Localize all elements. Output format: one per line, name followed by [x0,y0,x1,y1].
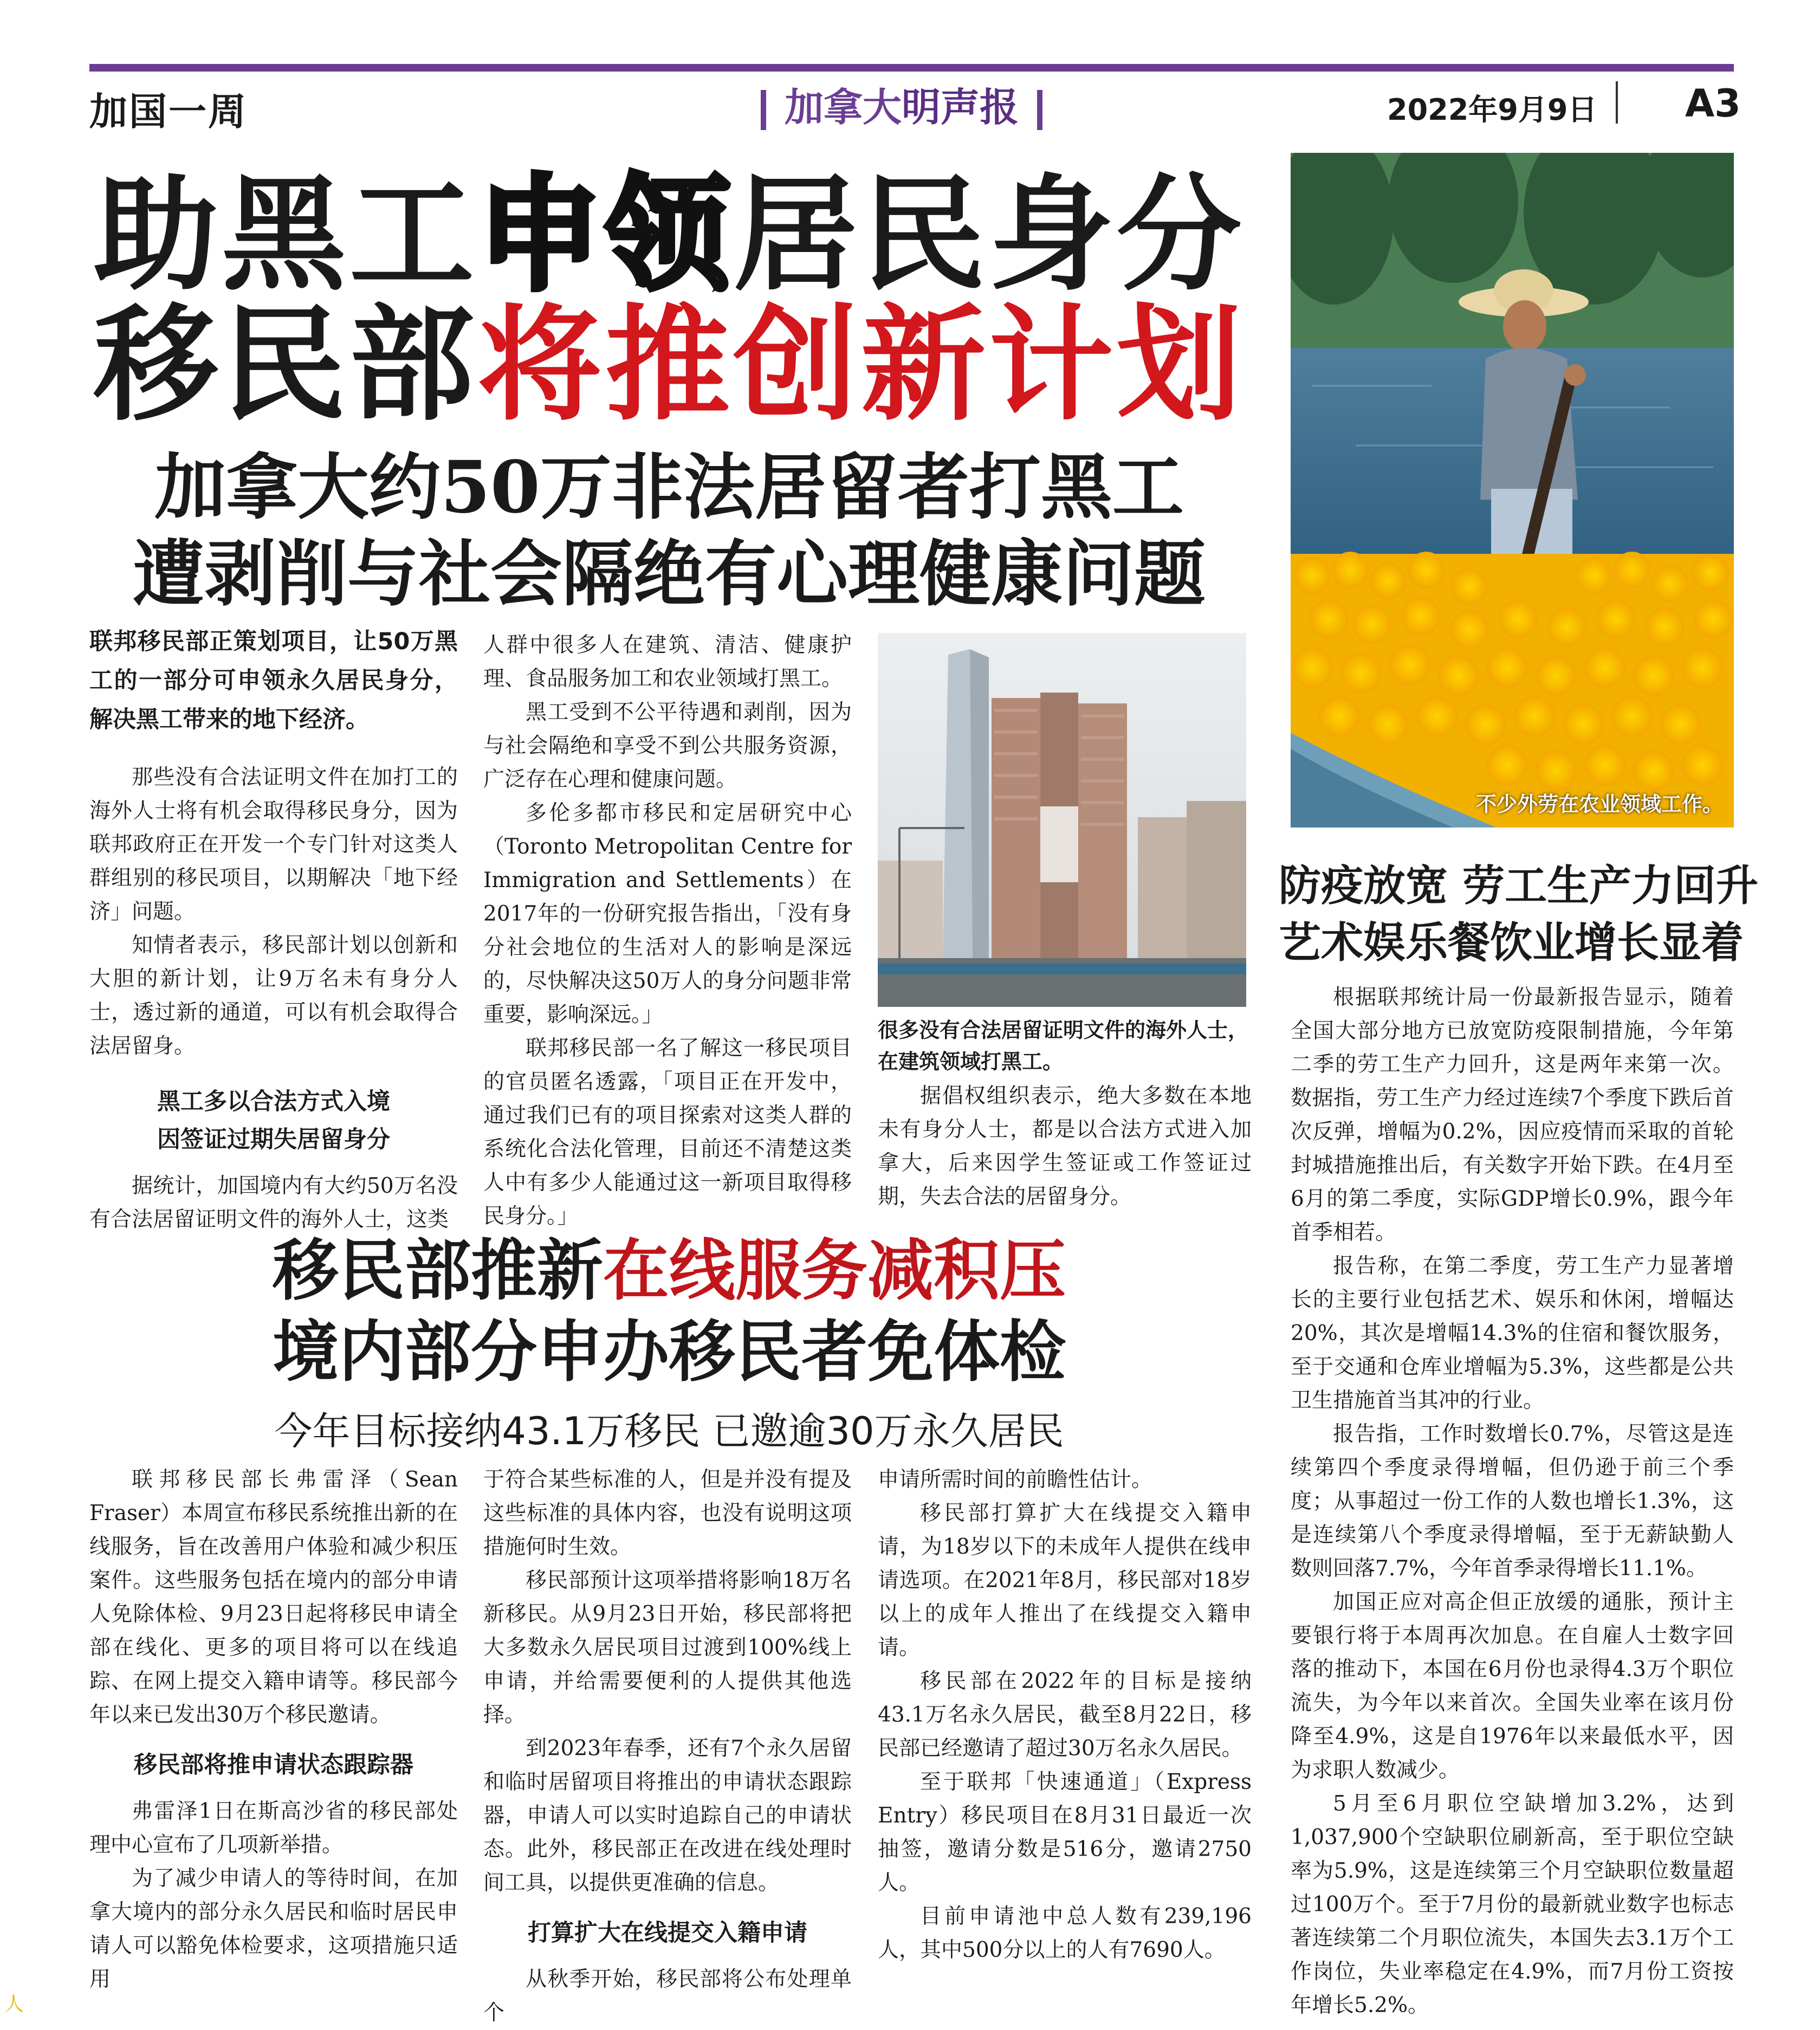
issue-date: 2022年9月9日 [1387,93,1597,127]
story3-headline-line1: 防疫放宽 劳工生产力回升 [1279,861,1759,910]
paragraph: 多伦多都市移民和定居研究中心（Toronto Metropolitan Centre for Immigration and Settlements）在2017年的一份研究报告指出，「没有身分社会地位的生活对人的影响是深远的，尽快解决这50万人的身分问题非常重要，影响深远。」 [483,801,852,1027]
story3-headline-line2: 艺术娱乐餐饮业增长显着 [1279,918,1744,967]
section-title: 加国一周 [89,89,248,134]
story2-headline-line2: 境内部分申办移民者免体检 [273,1313,1066,1391]
paragraph: 申请所需时间的前瞻性估计。 [878,1467,1153,1492]
headline-text: 居民身分 [733,163,1245,308]
masthead-right-divider [1037,90,1042,130]
masthead-prefix: 加拿大 [785,85,902,130]
masthead-name: 明声报 [902,85,1019,130]
headline-text: 移民部 [93,293,477,438]
story3-column [1291,981,1734,2022]
story1-headline-line2 [89,293,1249,439]
masthead-top-bar [89,64,1734,72]
paragraph: 5月至6月职位空缺增加3.2%，达到1,037,900个空缺职位刷新高，至于职位空缺率为5.9%，这是连续第三个月空缺职位数量超过100万个。至于7月份的最新就业数字也标志著连续第二个月职位流失，本国失去3.1万个工作岗位，失业率稳定在4.9%，而7月份工资按年增长5.2%。 [1291,1792,1734,2018]
paragraph: 联邦移民部长弗雷泽（Sean Fraser）本周宣布移民系统推出新的在线服务，旨在改善用户体验和减少积压案件。这些服务包括在境内的部分申请人免除体检、9月23日起将移民申请全部在线化、更多的项目将可以在线追踪、在网上提交入籍申请等。移民部今年以来已发出30万个移民邀请。 [89,1467,458,1727]
story2-headline-line1 [89,1230,1249,1310]
paragraph: 报告指，工作时数增长0.7%，尽管这是连续第四个季度录得增幅，但仍逊于前三个季度；从事超过一份工作的人数也增长1.3%，这是连续第八个季度录得增幅，至于无薪缺勤人数则回落7.7%，今年首季录得增长11.1%。 [1291,1422,1734,1581]
paragraph: 至于联邦「快速通道」（Express Entry）移民项目在8月31日最近一次抽签，邀请分数是516分，邀请2750人。 [878,1770,1252,1895]
paragraph: 报告称，在第二季度，劳工生产力显著增长的主要行业包括艺术、娱乐和休闲，增幅达20%，其次是增幅14.3%的住宿和餐饮服务，至于交通和仓库业增幅为5.3%，这些都是公共卫生措施首当其冲的行业。 [1291,1254,1734,1413]
corner-mark: 人 [4,1993,24,2015]
headline-red-text: 将推创新计划 [477,293,1245,438]
paragraph: 知情者表示，移民部计划以创新和大胆的新计划，让9万名未有身分人士，透过新的通道，可以有机会取得合法居留身。 [89,933,458,1058]
story2-crosshead-1: 移民部将推申请状态跟踪器 [134,1751,413,1779]
construction-buildings-image [878,633,1246,1007]
story1-column-2 [483,629,852,1233]
story1-crosshead-line2: 因签证过期失居留身分 [157,1126,390,1153]
headline-red-text: 在线服务减积压 [603,1231,1066,1309]
story1-column-3 [878,1079,1252,1214]
story2-column-3 [878,1463,1252,1967]
story1-column-1 [89,622,458,1237]
story2-deck: 今年目标接纳43.1万移民 已邀逾30万永久居民 [274,1409,1064,1453]
paragraph: 从秋季开始，移民部将公布处理单个 [483,1967,852,2025]
headline-text: 移民部推新 [273,1231,603,1309]
paragraph: 根据联邦统计局一份最新报告显示，随着全国大部分地方已放宽防疫限制措施，今年第二季的劳工生产力回升，这是两年来第一次。数据指，劳工生产力经过连续7个季度下跌后首次反弹，增幅为0.2%，因应疫情而采取的首轮封城措施推出后，有关数字开始下跌。在4月至6月的第二季度，实际GDP增长0.9%，跟今年首季相若。 [1291,985,1734,1245]
paragraph: 到2023年春季，还有7个永久居留和临时居留项目将推出的申请状态跟踪器，申请人可以实时追踪自己的申请状态。此外，移民部正在改进在线处理时间工具，以提供更准确的信息。 [483,1736,852,1895]
paragraph: 弗雷泽1日在斯高沙省的移民部处理中心宣布了几项新举措。 [89,1799,458,1857]
paragraph: 移民部打算扩大在线提交入籍申请，为18岁以下的未成年人提供在线申请选项。在2021年8月，移民部对18岁以上的成年人推出了在线提交入籍申请。 [878,1501,1252,1660]
paragraph: 联邦移民部一名了解这一移民项目的官员匿名透露，「项目正在开发中，通过我们已有的项目探索对这类人群的系统化合法化管理，目前还不清楚这类人中有多少人能通过这一新项目取得移民身分。」 [483,1036,852,1229]
newspaper-masthead [742,76,1061,132]
masthead-left-divider [761,90,766,130]
paragraph: 加国正应对高企但正放缓的通胀，预计主要银行将于本周再次加息。在自雇人士数字回落的推动下，本国在6月份也录得4.3万个职位流失，为今年以来首次。全国失业率在该月份降至4.9%，这是自1976年以来最低水平，因为求职人数减少。 [1291,1590,1734,1782]
story1-subhead-line1: 加拿大约50万非法居留者打黑工 [154,445,1184,529]
farm-worker-photo [1291,153,1734,827]
marigold-boat-image [1291,153,1734,827]
story2-column-1 [89,1463,458,1996]
buildings-photo [878,633,1246,1007]
paragraph: 据倡权组织表示，绝大多数在本地未有身分人士，都是以合法方式进入加拿大，后来因学生签证或工作签证过期，失去合法的居留身分。 [878,1084,1252,1209]
headline-text: 助黑工 [93,163,477,308]
paragraph: 移民部在2022年的目标是接纳43.1万名永久居民，截至8月22日，移民部已经邀请了超过30万名永久居民。 [878,1669,1252,1761]
paragraph: 那些没有合法证明文件在加打工的海外人士将有机会取得移民身分，因为联邦政府正在开发一个专门针对这类人群组别的移民项目，以期解决「地下经济」问题。 [89,765,458,924]
story2-column-2 [483,1463,852,2030]
header-divider [1616,81,1618,124]
paragraph: 人群中很多人在建筑、清洁、健康护理、食品服务加工和农业领域打黑工。 [483,633,852,691]
page-number: A3 [1685,81,1741,126]
story2-crosshead-2: 打算扩大在线提交入籍申请 [528,1919,807,1947]
farm-worker-photo-caption: 不少外劳在农业领域工作。 [1475,792,1723,816]
paragraph: 目前申请池中总人数有239,196人，其中500分以上的人有7690人。 [878,1904,1252,1962]
buildings-photo-caption: 很多没有合法居留证明文件的海外人士，在建筑领域打黑工。 [878,1018,1249,1074]
paragraph: 据统计，加国境内有大约50万名没有合法居留证明文件的海外人士，这类 [89,1174,458,1232]
story1-lead [89,622,458,739]
paragraph: 为了减少申请人的等待时间，在加拿大境内的部分永久居民和临时居民申请人可以豁免体检要求，这项措施只适用 [89,1866,458,1992]
lead-paragraph: 联邦移民部正策划项目，让50万黑工的一部分可申领永久居民身分，解决黑工带来的地下经济。 [89,628,458,733]
paragraph: 于符合某些标准的人，但是并没有提及这些标准的具体内容，也没有说明这项措施何时生效。 [483,1467,852,1559]
story1-headline-line1 [89,163,1249,309]
story1-crosshead-line1: 黑工多以合法方式入境 [157,1088,390,1115]
headline-outline-text: 申领 [477,163,733,308]
story1-subhead-line2: 遭剥削与社会隔绝有心理健康问题 [133,532,1206,616]
paragraph: 黑工受到不公平待遇和剥削，因为与社会隔绝和享受不到公共服务资源，广泛存在心理和健康问题。 [483,700,852,792]
paragraph: 移民部预计这项举措将影响18万名新移民。从9月23日开始，移民部将把大多数永久居民项目过渡到100%线上申请，并给需要便利的人提供其他选择。 [483,1568,852,1727]
